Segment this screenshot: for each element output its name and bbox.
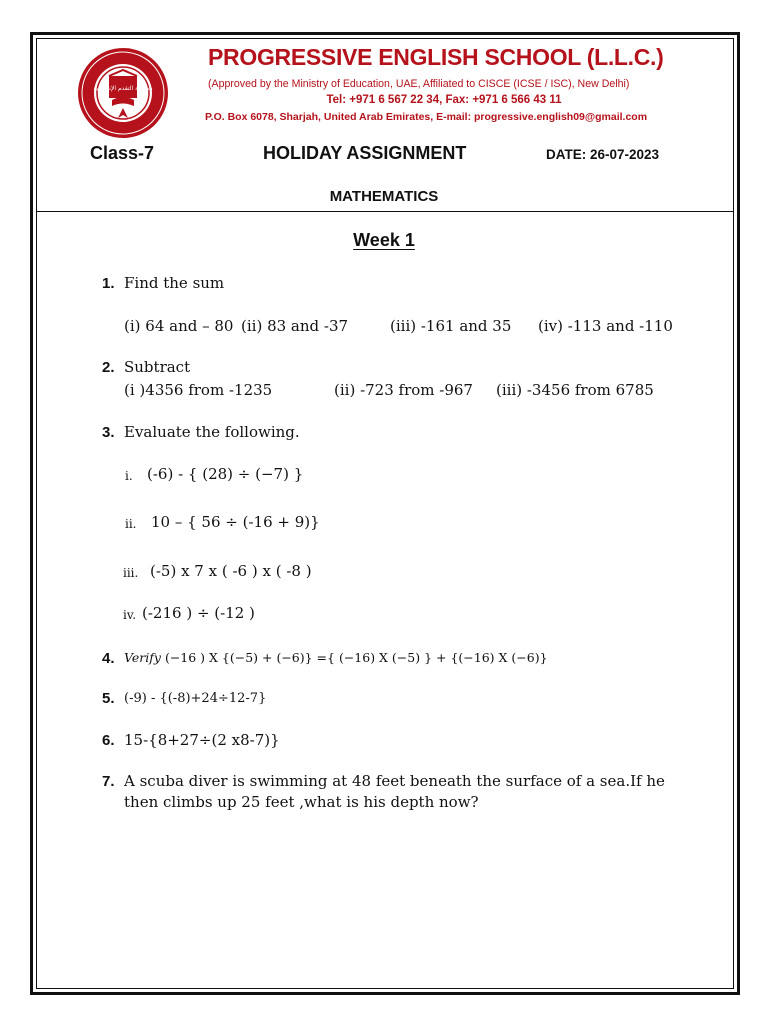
q4-verify-word: Verify [124, 650, 161, 665]
q2-number: 2. [102, 359, 115, 376]
q7-line-1: A scuba diver is swimming at 48 feet beneath the surface of a sea.If he [124, 772, 665, 790]
q3-title: Evaluate the following. [124, 423, 300, 441]
q1-part-iv: (iv) -113 and -110 [538, 317, 673, 335]
assignment-title: HOLIDAY ASSIGNMENT [263, 143, 467, 163]
q3-ii-label: ii. [125, 517, 137, 531]
date-label: DATE: 26-07-2023 [546, 147, 660, 162]
class-label: Class-7 [90, 143, 155, 163]
q3-iv-label: iv. [123, 608, 137, 622]
q4-number: 4. [102, 650, 115, 667]
contact-phone-line: Tel: +971 6 567 22 34, Fax: +971 6 566 43 11 [326, 94, 562, 106]
q1-part-i: (i) 64 and – 80 [124, 317, 234, 335]
address-line: P.O. Box 6078, Sharjah, United Arab Emirates, E-mail: progressive.english09@gmail.com [205, 111, 648, 123]
q6-number: 6. [102, 732, 115, 749]
q5-expr: (-9) - {(-8)+24÷12-7} [124, 691, 267, 706]
q1-part-ii: (ii) 83 and -37 [241, 317, 349, 335]
q2-part-iii: (iii) -3456 from 6785 [496, 381, 654, 399]
q2-title: Subtract [124, 358, 191, 376]
approval-line: (Approved by the Ministry of Education, UAE, Affiliated to CISCE (ICSE / ISC), New Delhi) [208, 78, 630, 90]
week-title [0, 230, 768, 251]
q1-title: Find the sum [124, 274, 225, 292]
week-title-text: Week 1 [353, 230, 415, 250]
subject-title: MATHEMATICS [329, 188, 439, 205]
q4-expression: (−16 ) X {(−5) + (−6)} ={ (−16) X (−5) } + {(−16) X (−6)} [164, 650, 548, 665]
q7-number: 7. [102, 773, 115, 790]
q3-ii-expr: 10 – { 56 ÷ (-16 + 9)} [151, 513, 320, 531]
page-border-inner [36, 38, 734, 989]
q3-iv-expr: (-216 ) ÷ (-12 ) [142, 604, 255, 622]
logo-arabic-text: مدرسة التقدم الإنجليزية [93, 85, 153, 92]
q7-line-2: then climbs up 25 feet ,what is his depth now? [124, 793, 479, 811]
q5-number: 5. [102, 690, 115, 707]
q3-i-expr: (-6) - { (28) ÷ (−7) } [147, 465, 304, 483]
q1-part-iii: (iii) -161 and 35 [390, 317, 512, 335]
q3-iii-label: iii. [123, 566, 139, 580]
q6-expr: 15-{8+27÷(2 x8-7)} [124, 731, 280, 749]
q3-i-label: i. [125, 469, 133, 483]
q2-part-ii: (ii) -723 from -967 [334, 381, 473, 399]
school-name: PROGRESSIVE ENGLISH SCHOOL (L.L.C.) [208, 44, 664, 70]
q3-number: 3. [102, 424, 115, 441]
q1-number: 1. [102, 275, 115, 292]
q4-statement [124, 650, 548, 665]
q2-part-i: (i )4356 from -1235 [124, 381, 273, 399]
q3-iii-expr: (-5) x 7 x ( -6 ) x ( -8 ) [150, 562, 312, 580]
header-divider [36, 211, 734, 212]
school-logo [76, 46, 170, 140]
